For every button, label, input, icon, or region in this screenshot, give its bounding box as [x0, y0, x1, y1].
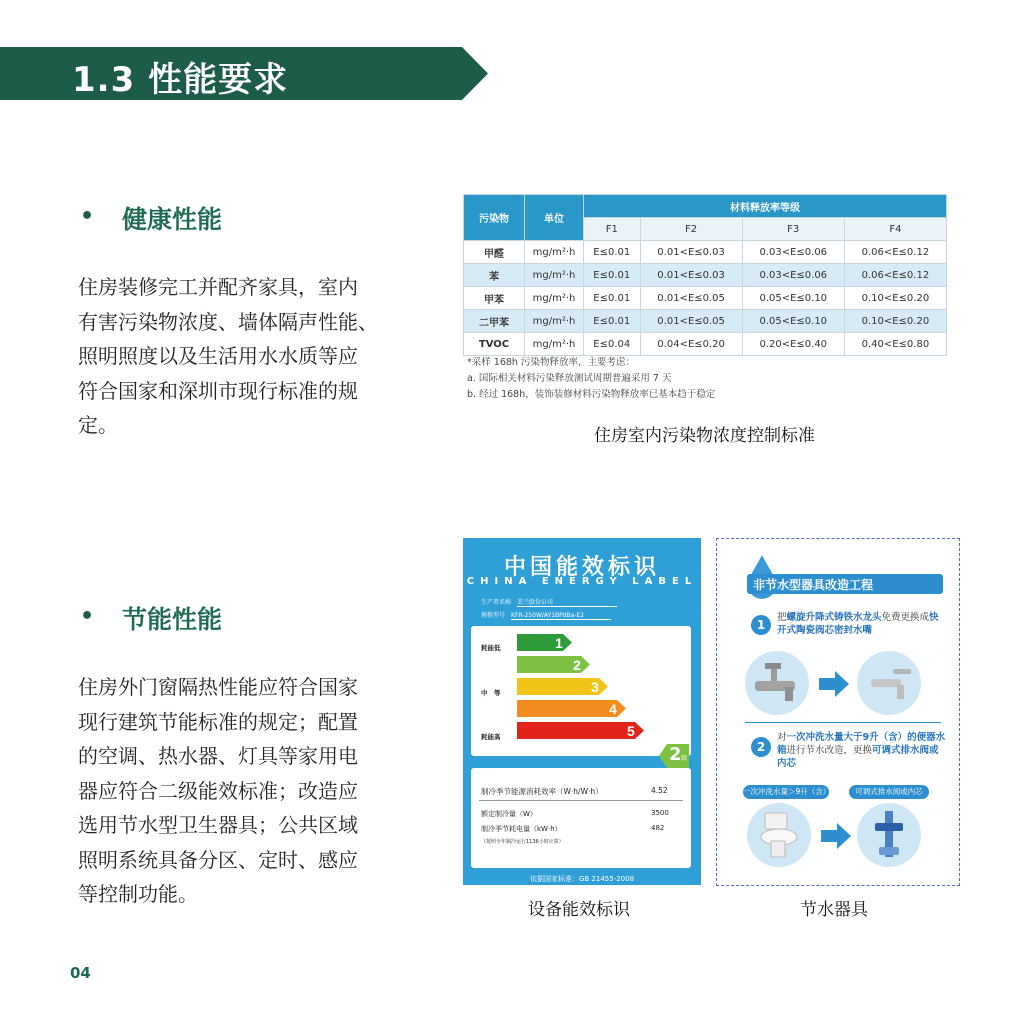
maker-label: 生产者名称: [481, 599, 512, 606]
grade-arrow-label: 1: [555, 635, 563, 651]
energy-line: 器应符合二级能效标准；改造应: [78, 778, 358, 803]
table-row: [464, 310, 947, 333]
cooling-value: 3500: [651, 809, 669, 817]
health-line: 住房装修完工并配齐家具，室内: [78, 275, 358, 299]
grade-header: F3: [742, 218, 844, 241]
toilet-icon: [747, 803, 811, 867]
cooling-row: [481, 809, 669, 819]
table-cell: 0.04<E≤0.20: [640, 333, 742, 356]
table-cell: 0.01<E≤0.03: [640, 241, 742, 264]
side-label-low: 耗能高: [481, 733, 501, 741]
table-cell: 0.05<E≤0.10: [742, 287, 844, 310]
table-cell: 0.10<E≤0.20: [844, 287, 946, 310]
table-cell: 0.01<E≤0.05: [640, 310, 742, 333]
cooling-label: 额定制冷量（W）: [481, 810, 537, 818]
energy-line: 住房外门窗隔热性能应符合国家: [78, 675, 358, 699]
water-saving-image: [716, 538, 960, 886]
health-line: 有害污染物浓度、墙体隔声性能、: [78, 309, 378, 334]
step1-highlight: 快开式陶瓷阀芯密封水嘴: [777, 612, 939, 636]
step1-part: 把: [777, 612, 787, 623]
energy-label-subtitle: CHINA ENERGY LABEL: [466, 576, 698, 587]
table-cell: E≤0.04: [584, 333, 641, 356]
grade-bars: [471, 626, 691, 756]
grade-arrow-label: 3: [591, 679, 599, 695]
health-line: 定。: [78, 413, 118, 437]
water-caption: 节水器具: [800, 900, 868, 920]
table-cell: 0.03<E≤0.06: [742, 241, 844, 264]
table-notes: [467, 355, 715, 403]
energy-heading: 节能性能: [122, 605, 223, 634]
grade-arrow-label: 4: [609, 701, 617, 717]
grade-panel: [471, 626, 691, 765]
table-cell: mg/m²·h: [525, 310, 584, 333]
step2-highlight: 可调式排水阀或内芯: [777, 745, 939, 769]
table-cell: mg/m²·h: [525, 241, 584, 264]
maker-row: [481, 597, 617, 607]
grade-header: F4: [844, 218, 946, 241]
table-cell: 0.40<E≤0.80: [844, 333, 946, 356]
table-cell: E≤0.01: [584, 310, 641, 333]
table-cell: 二甲苯: [464, 310, 525, 333]
table-row: [464, 333, 947, 356]
table-cell: 0.06<E≤0.12: [844, 264, 946, 287]
side-label-mid: 中 等: [481, 689, 501, 697]
spec-panel: [471, 768, 691, 868]
step2-text: [777, 731, 947, 770]
energy-label-standard: 依据国家标准：GB 21455-2008: [529, 875, 635, 883]
new-faucet-icon: [857, 651, 921, 715]
energy-line: 选用节水型卫生器具；公共区域: [78, 813, 358, 837]
power-note: （按照全年制冷运行1136小时计算）: [481, 839, 564, 845]
table-cell: 0.01<E≤0.03: [640, 264, 742, 287]
section-title: 1.3 性能要求: [72, 60, 289, 100]
grade-arrow-label: 2: [573, 657, 581, 673]
table-cell: 0.20<E≤0.40: [742, 333, 844, 356]
power-row: [481, 824, 665, 834]
current-grade-badge: [659, 744, 689, 768]
current-grade-value: 2: [669, 744, 682, 765]
health-line: 符合国家和深圳市现行标准的规: [78, 378, 358, 403]
table-row: [464, 287, 947, 310]
energy-label-image: [463, 538, 701, 885]
energy-label-caption: 设备能效标识: [528, 900, 630, 920]
side-label-high: 耗能低: [481, 644, 501, 652]
table-cell: 甲苯: [464, 287, 525, 310]
health-heading: 健康性能: [122, 205, 223, 234]
grade-header: F2: [640, 218, 742, 241]
health-paragraph: [78, 270, 410, 443]
table-cell: E≤0.01: [584, 264, 641, 287]
energy-line: 现行建筑节能标准的规定；配置: [78, 709, 358, 734]
arrow-right-icon: [819, 671, 849, 697]
spec-divider: [479, 800, 683, 801]
energy-label-title: 中国能效标识: [503, 555, 660, 580]
efficiency-value: 4.52: [651, 786, 668, 795]
note-line: a. 国际相关材料污染释放测试周期普遍采用 7 天: [467, 373, 672, 384]
pill-right: 可调式排水阀或内芯: [849, 785, 929, 799]
drain-valve-icon: [857, 803, 921, 867]
energy-line: 等控制功能。: [78, 882, 198, 906]
step1-highlight: 螺旋升降式铸铁水龙头: [786, 612, 882, 623]
grade-arrow: [517, 634, 572, 651]
table-cell: mg/m²·h: [525, 333, 584, 356]
table-cell: E≤0.01: [584, 241, 641, 264]
model-label: 规格型号: [481, 612, 506, 619]
grade-arrow-label: 5: [627, 723, 635, 739]
efficiency-label: 制冷季节能源消耗效率（W·h/W·h）: [481, 787, 603, 796]
table-cell: 0.05<E≤0.10: [742, 310, 844, 333]
pollutant-table: [463, 194, 947, 356]
model-row: [481, 610, 611, 620]
table-row: [464, 264, 947, 287]
table-cell: 甲醛: [464, 241, 525, 264]
power-value: 482: [651, 824, 665, 832]
note-line: *采样 168h 污染物释放率，主要考虑：: [467, 357, 635, 368]
grade-arrow: [517, 722, 644, 739]
col-unit: 单位: [525, 195, 584, 241]
pill-left: 一次冲洗水量＞9升（含）: [743, 785, 829, 799]
table-cell: 0.06<E≤0.12: [844, 241, 946, 264]
col-group: 材料释放率等级: [584, 195, 947, 218]
page-number: 04: [70, 964, 91, 982]
health-line: 照明照度以及生活用水水质等应: [78, 344, 358, 368]
section-banner: [0, 47, 490, 100]
energy-paragraph: [78, 670, 410, 912]
step2-part: 对: [777, 732, 787, 743]
table-cell: E≤0.01: [584, 287, 641, 310]
table-caption: 住房室内污染物浓度控制标准: [594, 426, 815, 446]
step2-part: 进行节水改造，更换: [786, 745, 873, 756]
bullet-dot: •: [80, 604, 95, 629]
table-cell: 0.10<E≤0.20: [844, 310, 946, 333]
step1-text: [777, 611, 947, 637]
step2-number: 2: [751, 737, 771, 757]
grade-header: F1: [584, 218, 641, 241]
efficiency-row: [481, 786, 668, 797]
step1-number: 1: [751, 615, 771, 635]
table-cell: mg/m²·h: [525, 264, 584, 287]
table-cell: 0.03<E≤0.06: [742, 264, 844, 287]
table-cell: 0.01<E≤0.05: [640, 287, 742, 310]
table-cell: mg/m²·h: [525, 287, 584, 310]
old-faucet-icon: [745, 651, 809, 715]
energy-line: 的空调、热水器、灯具等家用电: [78, 744, 358, 768]
step1-part: 免费更换成: [881, 612, 930, 623]
table-row: [464, 241, 947, 264]
step-divider: [745, 722, 941, 723]
col-pollutant: 污染物: [464, 195, 525, 241]
note-line: b. 经过 168h，装饰装修材料污染物释放率已基本趋于稳定: [467, 389, 716, 400]
maker-value: 美兰股份公司: [517, 597, 617, 607]
power-label: 制冷季节耗电量（kW·h）: [481, 825, 562, 833]
energy-line: 照明系统具备分区、定时、感应: [78, 847, 358, 872]
step2-highlight: 一次冲洗水量大于9升（含）的便器水箱: [777, 732, 946, 756]
bullet-dot: •: [80, 204, 95, 229]
current-grade-suffix: 级: [681, 755, 688, 762]
table-cell: TVOC: [464, 333, 525, 356]
water-banner-title: 非节水型器具改造工程: [753, 578, 874, 592]
table-cell: 苯: [464, 264, 525, 287]
arrow-right-icon: [821, 823, 851, 849]
model-value: KFR-250W/AY1BPdBa-E2: [511, 612, 611, 620]
